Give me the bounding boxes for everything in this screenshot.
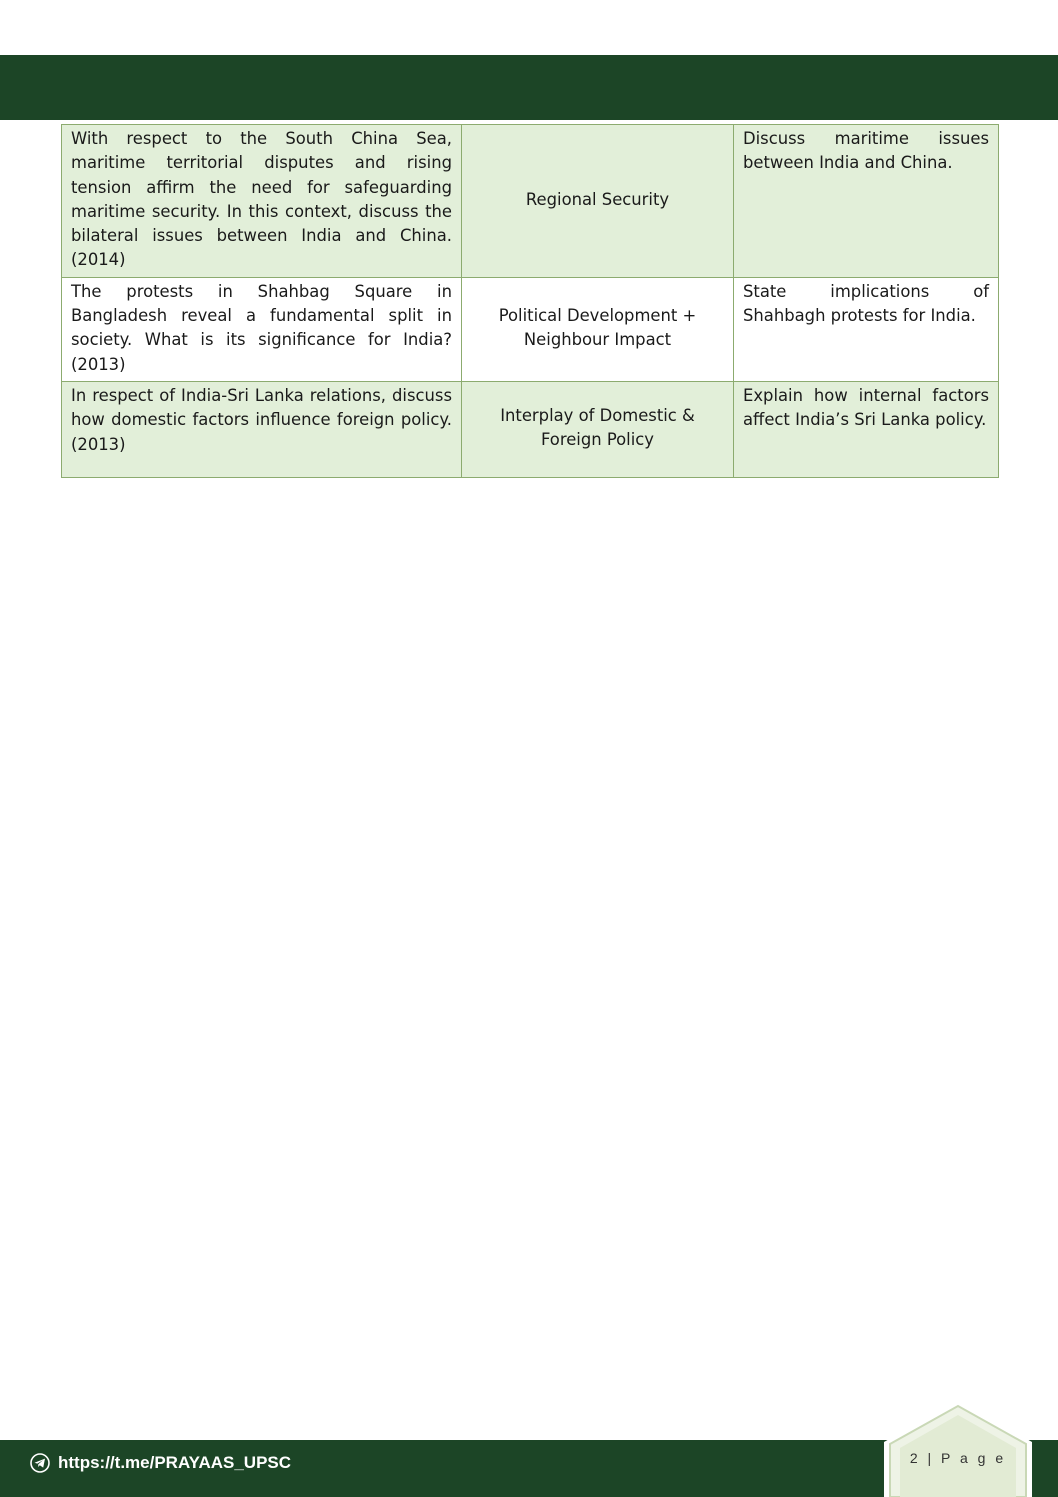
page-number: 2 | P a g e [909, 1450, 1007, 1466]
question-cell: In respect of India-Sri Lanka relations, discuss how domestic factors influence foreign policy. (2013) [62, 381, 462, 477]
task-cell: Explain how internal factors affect India’s Sri Lanka policy. [734, 381, 999, 477]
question-cell: The protests in Shahbag Square in Bangladesh reveal a fundamental split in society. What is its significance for India? (2013) [62, 277, 462, 381]
theme-text: Interplay of Domestic & Foreign Policy [500, 406, 695, 450]
theme-cell: Regional Security [462, 125, 734, 278]
question-cell: With respect to the South China Sea, maritime territorial disputes and rising tension affirm the need for safeguarding maritime security. In this context, discuss the bilateral issues between India and China. (2014) [62, 125, 462, 278]
theme-cell [462, 277, 734, 381]
telegram-link[interactable] [30, 1451, 291, 1475]
questions-table [61, 124, 999, 478]
task-cell: Discuss maritime issues between India and China. [734, 125, 999, 278]
theme-cell [462, 381, 734, 477]
telegram-icon [30, 1453, 50, 1473]
table-row [62, 277, 999, 381]
theme-text: Political Development + Neighbour Impact [498, 306, 697, 350]
task-cell: State implications of Shahbagh protests for India. [734, 277, 999, 381]
table-row [62, 381, 999, 477]
table-row [62, 125, 999, 278]
header-band [0, 55, 1058, 120]
page-badge-shape [884, 1400, 1032, 1497]
telegram-link-text[interactable]: https://t.me/PRAYAAS_UPSC [58, 1453, 292, 1472]
